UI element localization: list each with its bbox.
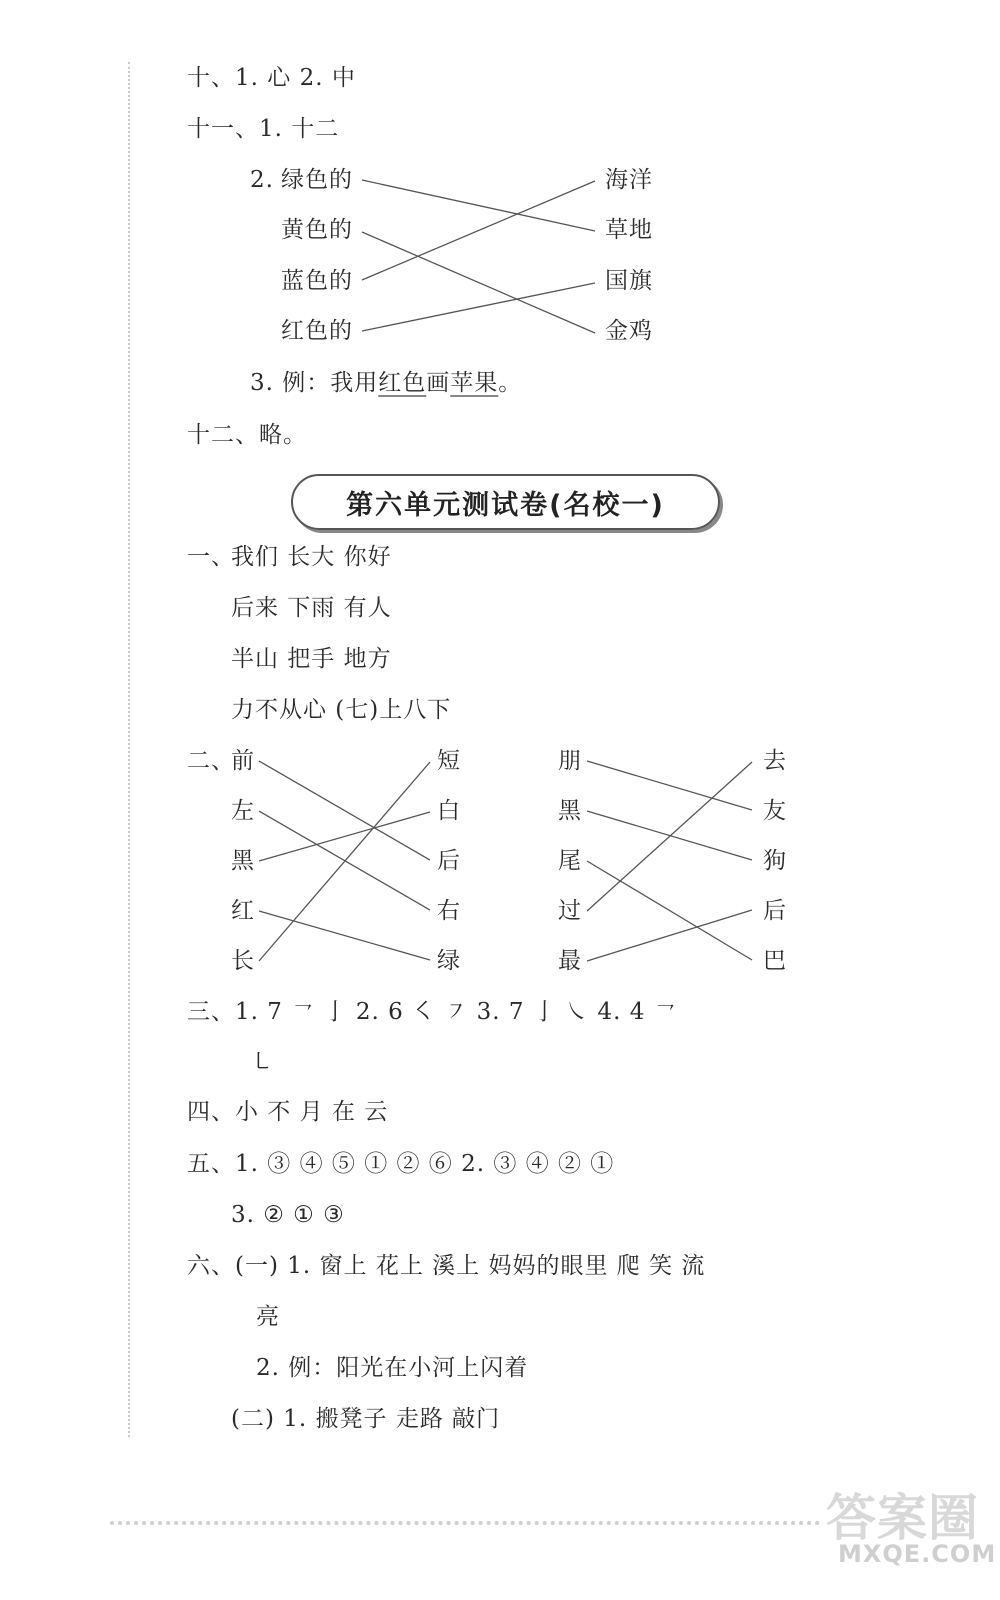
word-line: 力不从心 (七)上八下 (231, 697, 452, 723)
section-1-label: 一、 (187, 544, 235, 570)
match-line (259, 761, 430, 860)
match-char: 最 (558, 948, 582, 974)
answer-11-q1: 十一、1. 十二 (187, 116, 340, 142)
section-2-label: 二、 (187, 748, 235, 774)
match-right-item: 金鸡 (605, 318, 653, 344)
match-line (587, 761, 752, 810)
match-char: 友 (763, 798, 787, 824)
match-right-item: 草地 (605, 217, 653, 243)
word-line: 我们 长大 你好 (231, 544, 392, 570)
match-line (587, 811, 752, 860)
match-char: 右 (437, 898, 461, 924)
match-char: 去 (763, 748, 787, 774)
answer-10: 十、1. 心 2. 中 (187, 65, 356, 91)
answer-12: 十二、略。 (187, 422, 307, 448)
match-line (362, 283, 595, 331)
match-char: 前 (231, 748, 255, 774)
match-char: 左 (231, 798, 255, 824)
match-line (587, 762, 752, 911)
match-line (259, 911, 430, 960)
match-char: 后 (437, 848, 461, 874)
answer-6-line4: (二) 1. 搬凳子 走路 敲门 (231, 1406, 501, 1432)
match-char: 长 (231, 948, 255, 974)
answer-5-line1: 五、1. ③ ④ ⑤ ① ② ⑥ 2. ③ ④ ② ① (187, 1151, 615, 1177)
match-char: 红 (231, 898, 255, 924)
watermark-url: MXQE.COM (838, 1540, 997, 1568)
match-right-item: 国旗 (605, 268, 653, 294)
answer-6-line2: 亮 (256, 1304, 280, 1330)
match-char: 狗 (763, 848, 787, 874)
match-right-item: 海洋 (605, 167, 653, 193)
match-line (259, 762, 430, 961)
answer-4: 四、小 不 月 在 云 (187, 1099, 389, 1125)
match-left-item: 绿色的 (281, 167, 353, 193)
match-char: 过 (558, 898, 582, 924)
match-char: 巴 (763, 948, 787, 974)
word-line: 半山 把手 地方 (231, 646, 392, 672)
match-line (362, 232, 595, 333)
match-left-item: 黄色的 (281, 217, 353, 243)
footer-rule (110, 1521, 820, 1525)
section-title: 第六单元测试卷(名校一) (291, 474, 720, 530)
match-left-item: 蓝色的 (281, 268, 353, 294)
underlined-word: 苹果 (450, 370, 499, 396)
match-char: 短 (437, 748, 461, 774)
match-char: 尾 (558, 848, 582, 874)
match-char: 黑 (558, 798, 582, 824)
match-char: 朋 (558, 748, 582, 774)
match-char: 白 (437, 798, 461, 824)
answer-6-line3: 2. 例：阳光在小河上闪着 (256, 1355, 529, 1381)
word-line: 后来 下雨 有人 (231, 595, 392, 621)
answer-11-q3: 3. 例：我用红色画苹果。 (250, 370, 523, 396)
match-char: 黑 (231, 848, 255, 874)
answer-3-line1: 三、1. 7 ㇖ 亅 2. 6 ㇛ ㇇ 3. 7 亅 ㇏ 4. 4 ㇖ (187, 999, 678, 1025)
match-line (587, 910, 752, 961)
match-left-item: 红色的 (281, 318, 353, 344)
match-line (259, 812, 430, 861)
answer-3-line2: ㇄ (250, 1049, 274, 1075)
match-line (587, 861, 752, 960)
match-char: 后 (763, 898, 787, 924)
underlined-word: 红色 (378, 370, 427, 396)
answer-11-q2-number: 2. (250, 167, 274, 193)
match-line (362, 181, 595, 280)
match-line (362, 180, 595, 231)
answer-5-line2: 3. ② ① ③ (231, 1202, 345, 1228)
answer-6-line1: 六、(一) 1. 窗上 花上 溪上 妈妈的眼里 爬 笑 流 (187, 1253, 706, 1279)
match-line (259, 811, 430, 910)
match-char: 绿 (437, 948, 461, 974)
watermark-logo: 答案圈 (826, 1489, 979, 1547)
